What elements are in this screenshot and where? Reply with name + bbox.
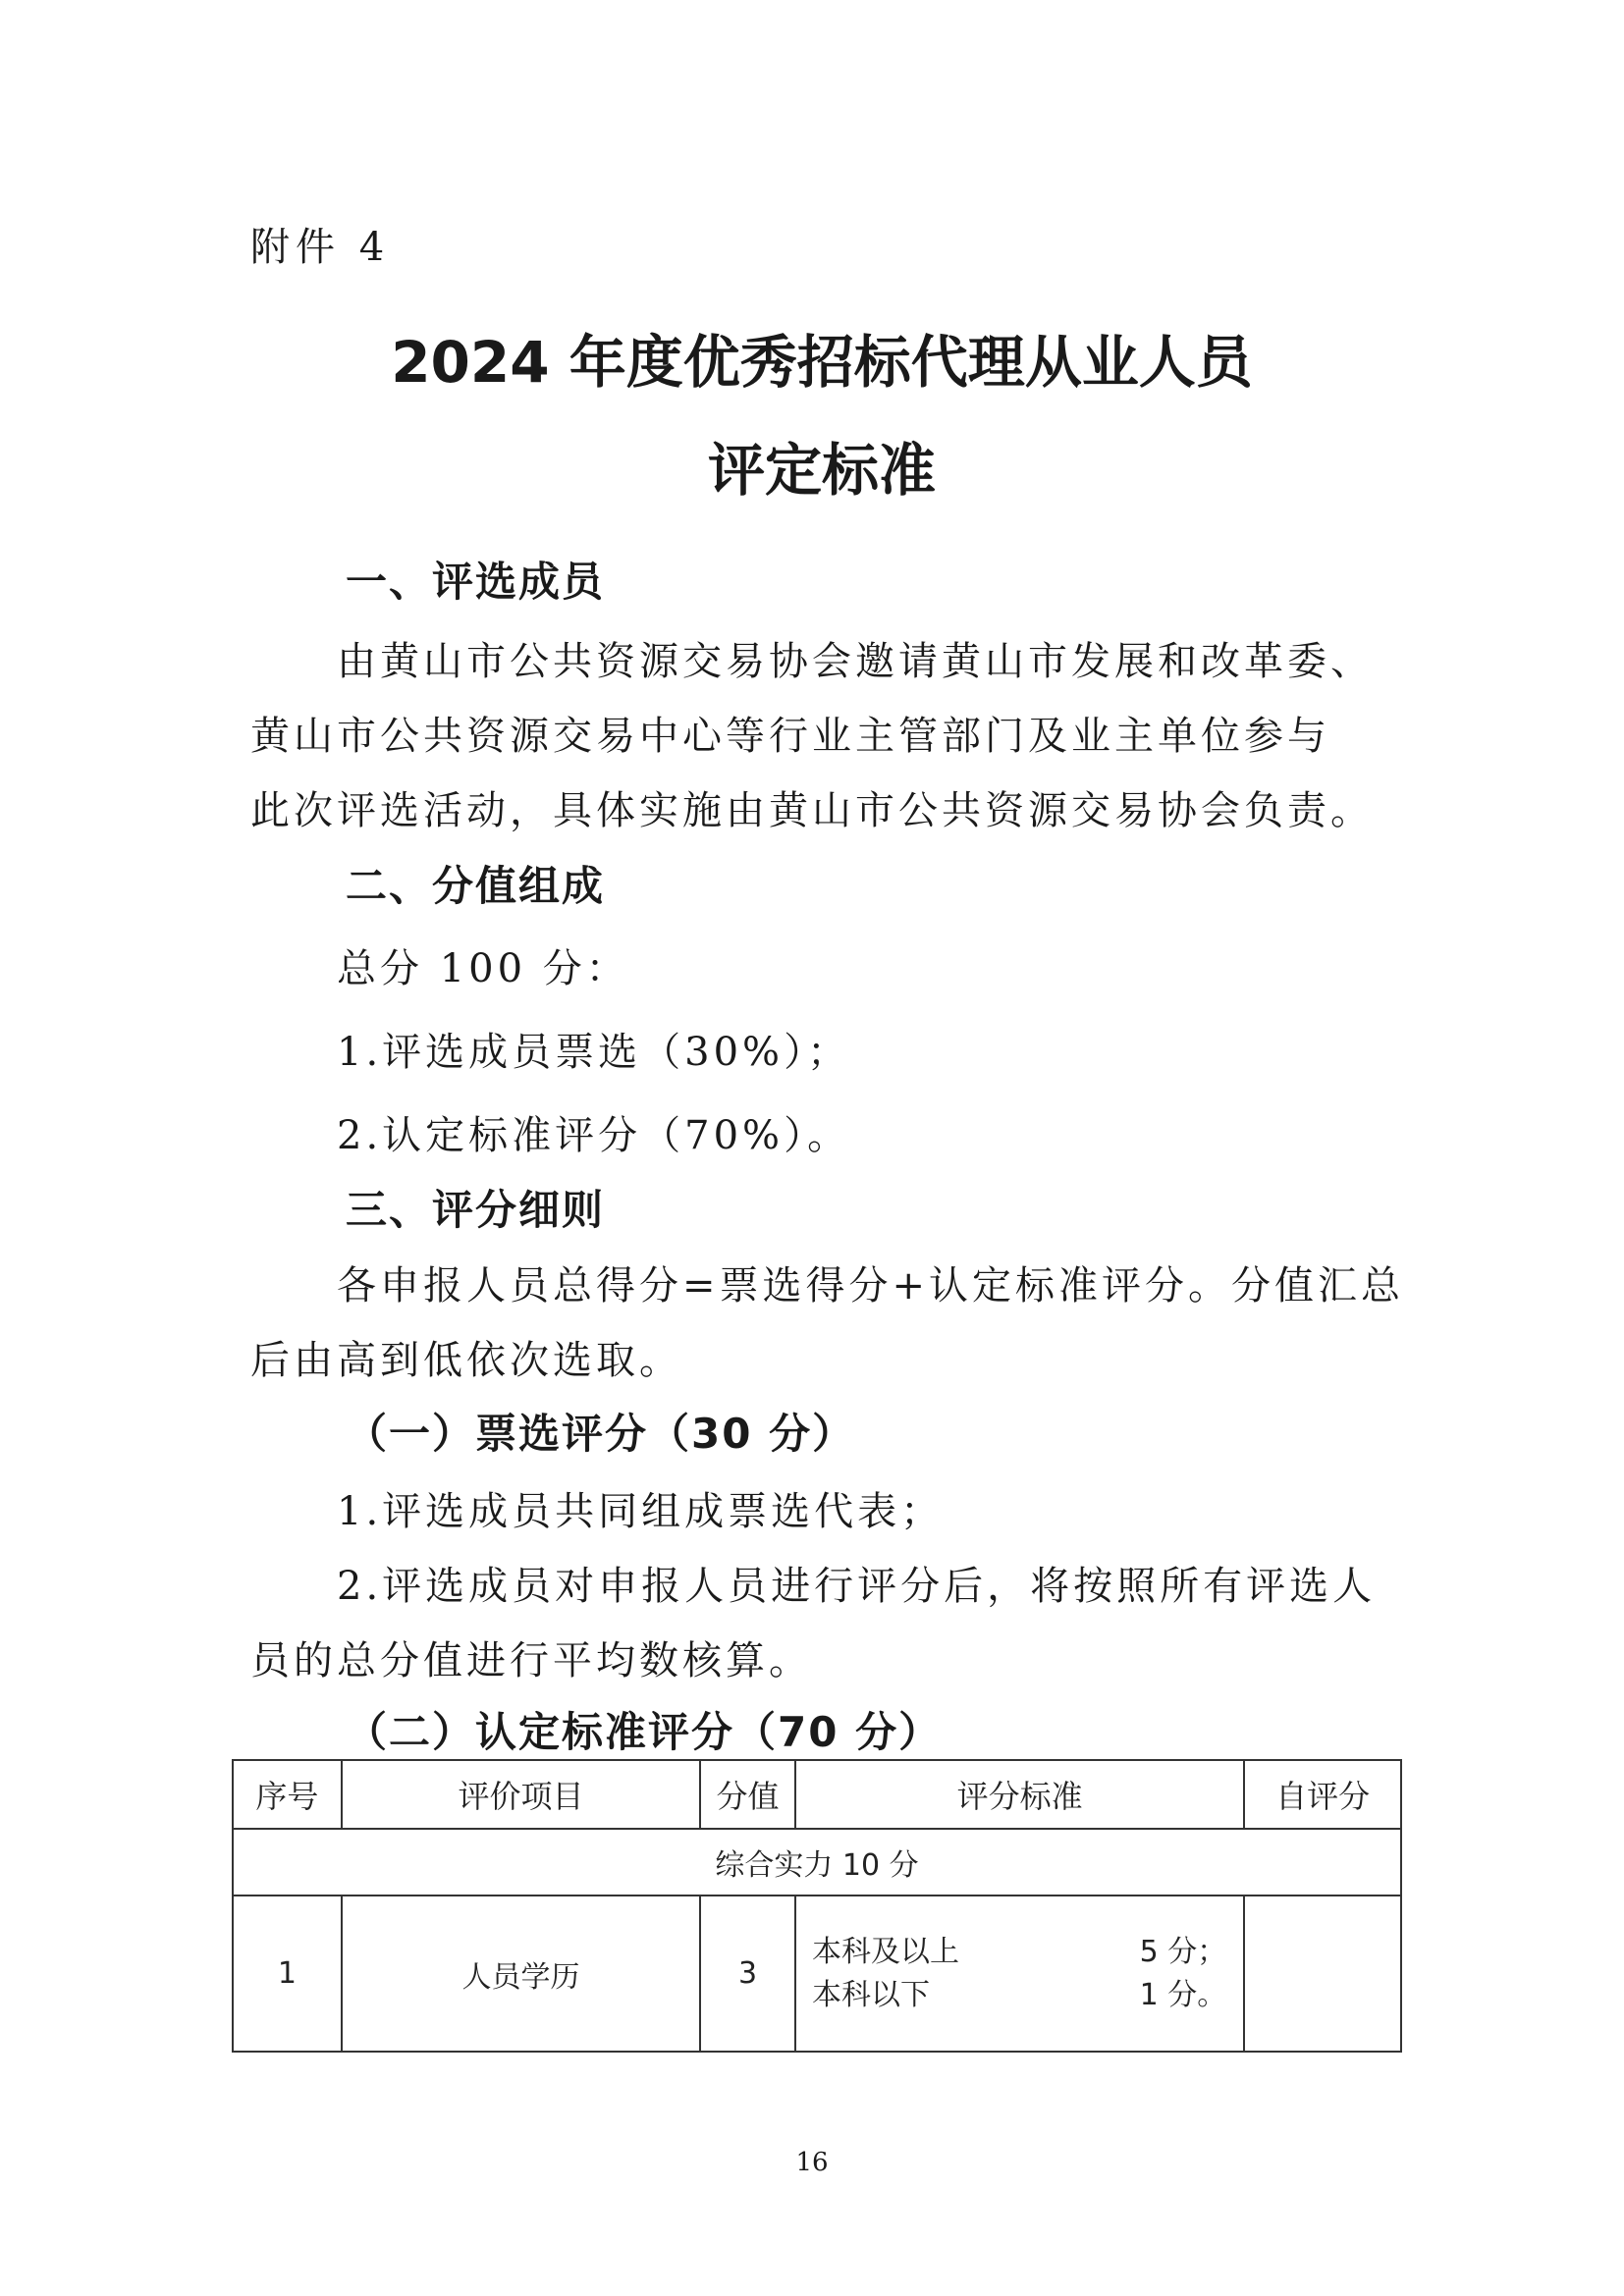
subsection1-item2-line2: 员的总分值进行平均数核算。	[250, 1638, 812, 1683]
subsection1-item2-line1: 2.评选成员对申报人员进行评分后，将按照所有评选人	[337, 1564, 1377, 1609]
header-criteria: 评分标准	[795, 1760, 1244, 1829]
criteria-table	[232, 1759, 1402, 2053]
criteria-points: 1 分。	[1139, 1977, 1227, 2012]
criteria-label: 本科及以上	[811, 1934, 959, 1969]
table-group-row	[233, 1829, 1401, 1896]
row-self-score[interactable]	[1244, 1896, 1401, 2052]
group-label: 综合实力 10 分	[233, 1829, 1401, 1896]
section1-para-line3: 此次评选活动，具体实施由黄山市公共资源交易协会负责。	[250, 788, 1374, 833]
section2-item1: 1.评选成员票选（30%）；	[337, 1030, 851, 1075]
page-title-line2: 评定标准	[707, 437, 936, 504]
section3-heading: 三、评分细则	[346, 1186, 606, 1234]
header-score: 分值	[700, 1760, 795, 1829]
section1-heading: 一、评选成员	[346, 558, 606, 606]
header-item: 评价项目	[342, 1760, 700, 1829]
attachment-label: 附件 4	[250, 225, 391, 270]
row-score: 3	[700, 1896, 795, 2052]
criteria-points: 5 分；	[1139, 1934, 1227, 1969]
table-header-row	[233, 1760, 1401, 1829]
section2-total: 总分 100 分：	[337, 946, 629, 991]
section3-para-line1: 各申报人员总得分=票选得分+认定标准评分。分值汇总	[337, 1263, 1405, 1308]
subsection2-heading: （二）认定标准评分（70 分）	[346, 1708, 943, 1756]
criteria-line	[812, 1974, 1242, 2017]
page-title-line1: 2024 年度优秀招标代理从业人员	[391, 329, 1253, 396]
subsection1-heading: （一）票选评分（30 分）	[346, 1410, 856, 1458]
section3-para-line2: 后由高到低依次选取。	[250, 1338, 682, 1383]
row-criteria	[795, 1896, 1244, 2052]
page-number: 16	[795, 2148, 829, 2177]
criteria-line	[812, 1931, 1242, 1974]
table-row	[233, 1896, 1401, 2052]
section2-item2: 2.认定标准评分（70%）。	[337, 1113, 851, 1158]
section2-heading: 二、分值组成	[346, 862, 606, 910]
header-self-score: 自评分	[1244, 1760, 1401, 1829]
section1-para-line2: 黄山市公共资源交易中心等行业主管部门及业主单位参与	[250, 714, 1330, 759]
subsection1-item1: 1.评选成员共同组成票选代表；	[337, 1489, 945, 1534]
row-no: 1	[233, 1896, 342, 2052]
row-item: 人员学历	[342, 1896, 700, 2052]
criteria-label: 本科以下	[811, 1977, 930, 2012]
header-no: 序号	[233, 1760, 342, 1829]
section1-para-line1: 由黄山市公共资源交易协会邀请黄山市发展和改革委、	[337, 639, 1374, 684]
